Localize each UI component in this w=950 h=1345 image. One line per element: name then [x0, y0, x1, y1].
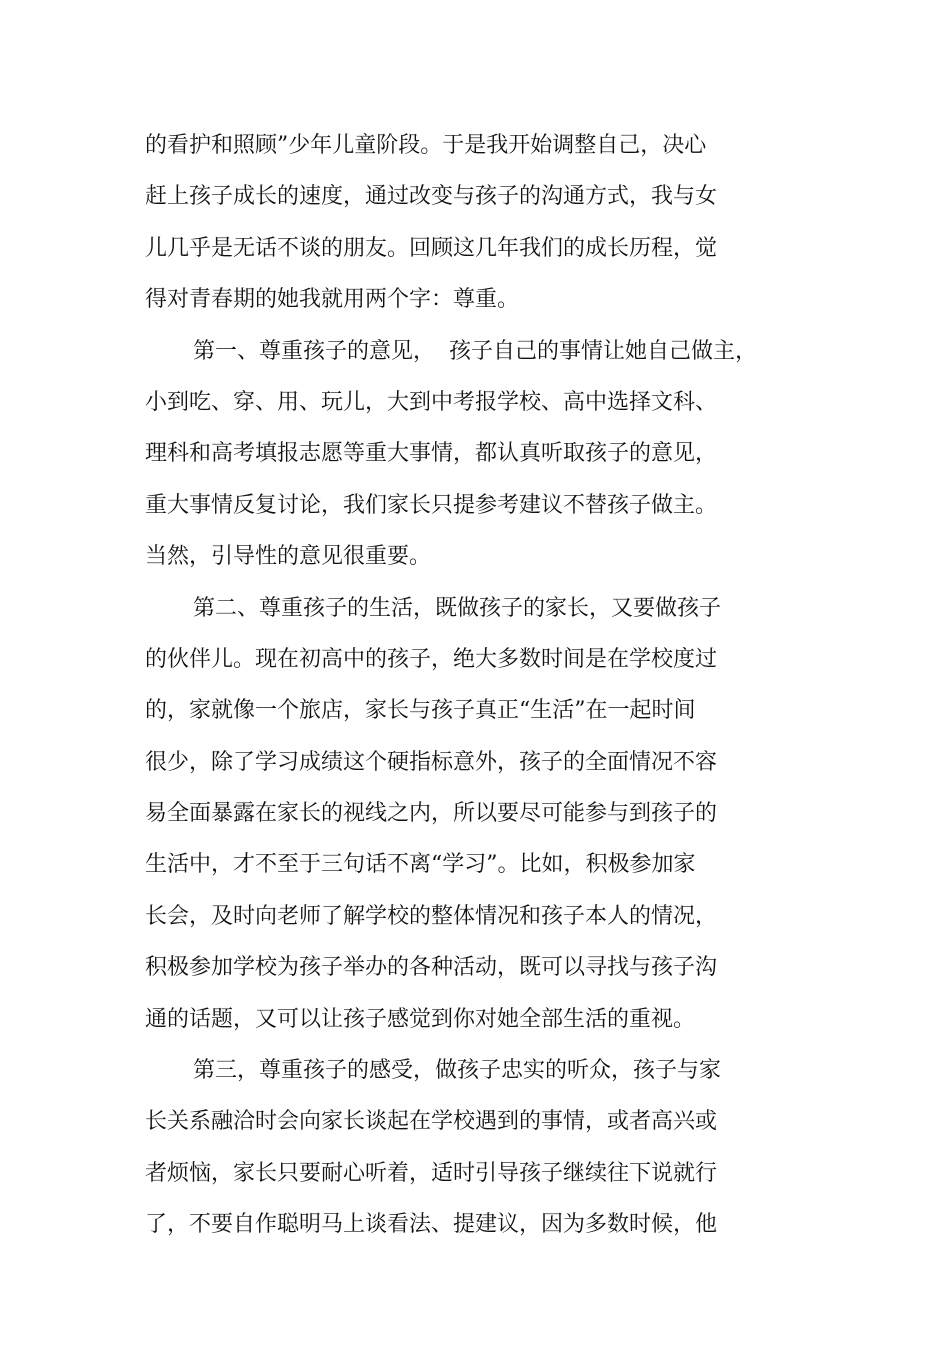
- text-line: 当然，引导性的意见很重要。: [145, 544, 432, 570]
- paragraph-first-line: 第二、尊重孩子的生活，既做孩子的家长，又要做孩子: [193, 595, 722, 621]
- text-line: 者烦恼，家长只要耐心听着，适时引导孩子继续往下说就行: [145, 1160, 718, 1186]
- text-line: 通的话题，又可以让孩子感觉到你对她全部生活的重视。: [145, 1006, 696, 1032]
- text-line: 赶上孩子成长的速度，通过改变与孩子的沟通方式，我与女: [145, 184, 718, 210]
- text-line: 得对青春期的她我就用两个字：尊重。: [145, 287, 520, 313]
- text-line: 重大事情反复讨论，我们家长只提参考建议不替孩子做主。: [145, 492, 718, 518]
- text-line: 了，不要自作聪明马上谈看法、提建议，因为多数时候，他: [145, 1212, 718, 1238]
- body-text: [145, 120, 785, 1251]
- paragraph-first-line: 第一、尊重孩子的意见， 孩子自己的事情让她自己做主，: [193, 338, 757, 364]
- text-line: 长会，及时向老师了解学校的整体情况和孩子本人的情况，: [145, 903, 718, 929]
- text-line: 易全面暴露在家长的视线之内，所以要尽可能参与到孩子的: [145, 801, 718, 827]
- text-line: 小到吃、穿、用、玩儿，大到中考报学校、高中选择文科、: [145, 389, 718, 415]
- text-line: 的看护和照顾”少年儿童阶段。于是我开始调整自己，决心: [145, 133, 707, 158]
- text-line: 的伙伴儿。现在初高中的孩子，绝大多数时间是在学校度过: [145, 646, 718, 672]
- text-line: 理科和高考填报志愿等重大事情，都认真听取孩子的意见，: [145, 441, 718, 467]
- text-line: 长关系融洽时会向家长谈起在学校遇到的事情，或者高兴或: [145, 1109, 718, 1135]
- text-line: 很少，除了学习成绩这个硬指标意外，孩子的全面情况不容: [145, 749, 718, 775]
- text-line: 积极参加学校为孩子举办的各种活动，既可以寻找与孩子沟: [145, 955, 718, 981]
- text-line: 生活中，才不至于三句话不离“学习”。比如，积极参加家: [145, 852, 696, 878]
- text-line: 儿几乎是无话不谈的朋友。回顾这几年我们的成长历程，觉: [145, 235, 718, 261]
- paragraph-first-line: 第三，尊重孩子的感受，做孩子忠实的听众，孩子与家: [193, 1058, 722, 1084]
- text-line: 的，家就像一个旅店，家长与孩子真正“生活”在一起时间: [145, 698, 696, 724]
